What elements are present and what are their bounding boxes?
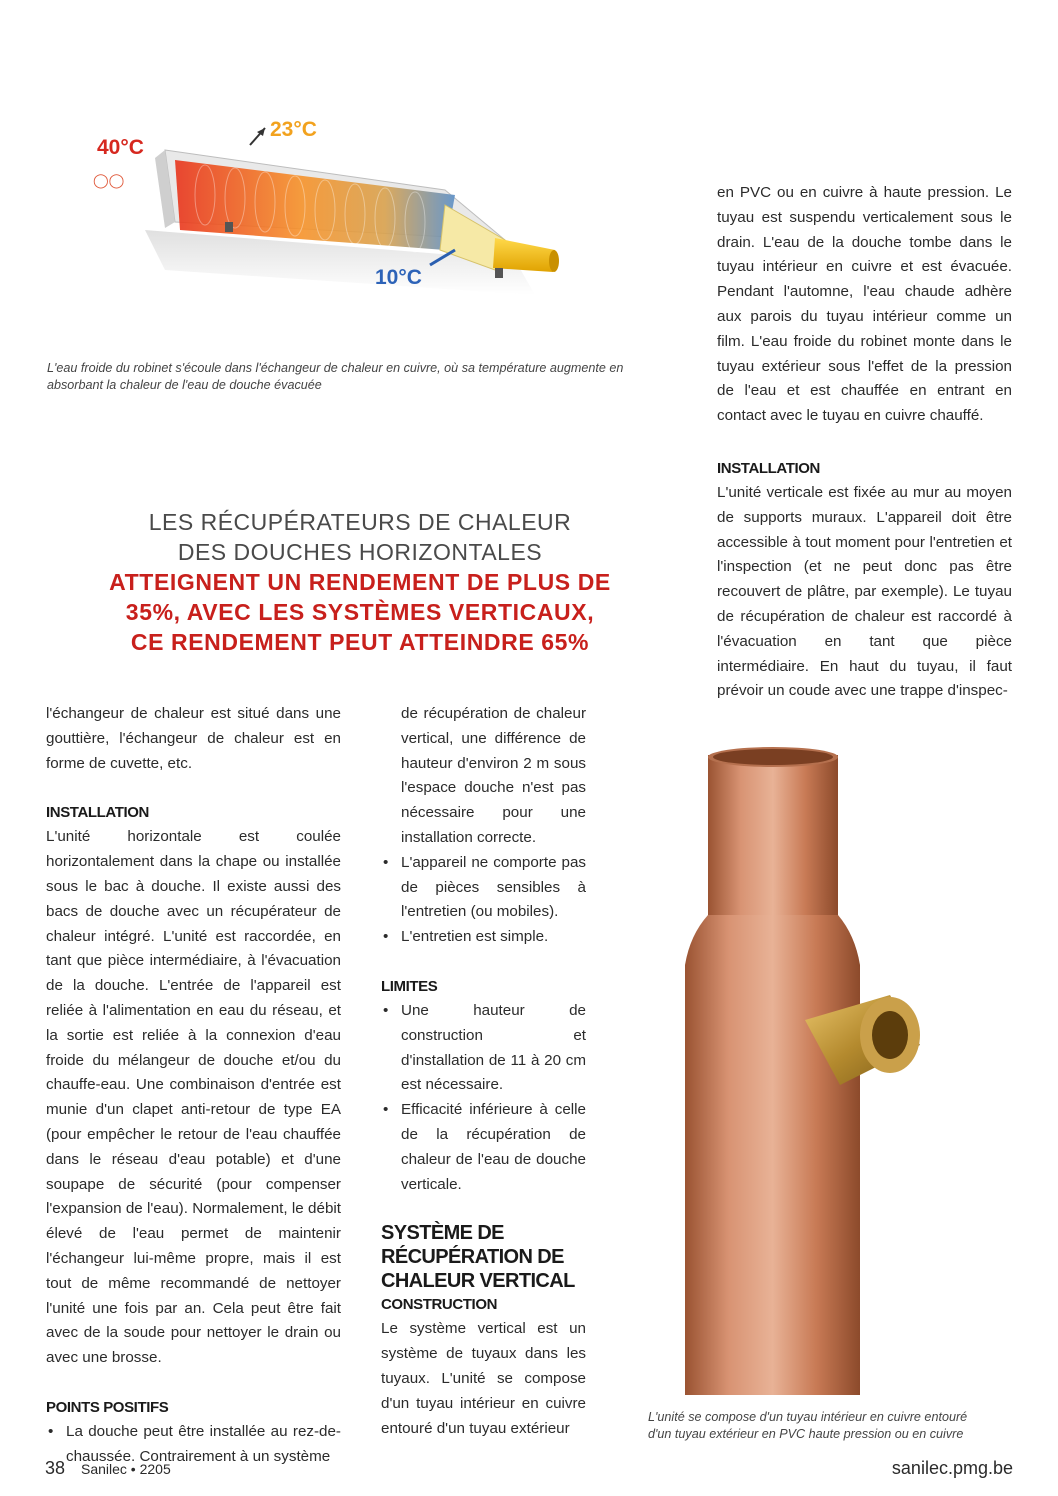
- heat-exchanger-drawing: [85, 110, 605, 340]
- col3-installation-text: L'unité verticale est fixée au mur au moyen de supports muraux. L'appareil doit être accessible à tout moment pour l'entretien et l'inspection (et ne peut donc pas être recouvert de plâtre, par exemple). Le tuyau de récupération de chaleur est raccordé à l'évacuation en tant que pièce intermédiaire. En haut du tuyau, il faut prévoir un coude avec une trappe d'inspec-: [717, 483, 1012, 700]
- figure-right-caption: [648, 1409, 988, 1443]
- list-item: • Une hauteur de construction et d'installation de 11 à 20 cm est nécessaire.: [381, 999, 586, 1098]
- system-heading-line-1: SYSTÈME DE: [381, 1222, 504, 1245]
- col2-points-list: [381, 851, 586, 950]
- headline-line-3: ATTEIGNENT UN RENDEMENT DE PLUS DE: [109, 569, 611, 595]
- col1-intro: l'échangeur de chaleur est situé dans une gouttière, l'échangeur de chaleur est en forme de cuvette, etc.: [46, 705, 341, 772]
- temp-hot-label: 40°C: [97, 136, 144, 159]
- list-item: • L'entretien est simple.: [381, 925, 586, 950]
- temp-warm-label: 23°C: [270, 118, 317, 141]
- col1-installation-text: L'unité horizontale est coulée horizontalement dans la chape ou installée sous le bac à douche. Il existe aussi des bacs de douche avec un récupérateur de chaleur intégré. L'unité est raccordée, en tant que pièce intermédiaire, à l'évacuation de la douche. L'entrée de l'appareil est reliée à l'alimentation en eau du réseau, et la sortie est reliée à la connexion d'eau froide du mélangeur de douche et/ou du chauffe-eau. Une combinaison d'entrée est munie d'un clapet anti-retour de type EA (pour empêcher le retour de l'eau chauffée dans le réseau d'eau potable) et d'une soupape de sécurité (pour compenser l'expansion de l'eau). Normalement, le débit élevé de l'eau permet de maintenir l'échangeur lui-même propre, mais il est tout de même recommandé de nettoyer l'unité une fois par an. Cela peut être fait avec de la soude pour nettoyer le drain ou avec une brosse.: [46, 828, 341, 1367]
- col1-installation-heading: INSTALLATION: [46, 804, 149, 822]
- droplet-icon: ◯◯: [93, 172, 125, 188]
- col2-continuation: de récupération de chaleur vertical, une différence de hauteur d'environ 2 m sous l'espace douche n'est pas nécessaire pour une installation correcte.: [401, 705, 586, 846]
- column-1: [46, 702, 341, 1470]
- headline-line-5: CE RENDEMENT PEUT ATTEINDRE 65%: [130, 629, 590, 655]
- footer-magazine: Sanilec • 2205: [81, 1461, 171, 1477]
- copper-pipe-photo: [680, 745, 950, 1395]
- col2-limites-list: [381, 999, 586, 1197]
- col2-construction-heading: CONSTRUCTION: [381, 1296, 498, 1314]
- headline-line-4: 35%, AVEC LES SYSTÈMES VERTICAUX,: [125, 599, 595, 625]
- system-heading-line-3: CHALEUR VERTICAL: [381, 1270, 575, 1293]
- list-item: • La douche peut être installée au rez-de-chaussée. Contrairement à un système: [46, 1420, 341, 1470]
- list-item: • L'appareil ne comporte pas de pièces sensibles à l'entretien (ou mobiles).: [381, 851, 586, 925]
- list-item: • Efficacité inférieure à celle de la récupération de chaleur de l'eau de douche verticale.: [381, 1098, 586, 1197]
- col1-points-heading: POINTS POSITIFS: [46, 1398, 169, 1416]
- system-heading-line-2: RÉCUPÉRATION DE: [381, 1246, 564, 1269]
- column-2: [381, 702, 586, 1441]
- col2-limites-heading: LIMITES: [381, 977, 438, 995]
- figure-top-caption: L'eau froide du robinet s'écoule dans l'échangeur de chaleur en cuivre, où sa température augmente en absorbant la chaleur de l'eau de douche évacuée: [47, 361, 624, 392]
- footer-page-number: 38: [45, 1458, 66, 1478]
- col3-installation-heading: INSTALLATION: [717, 459, 820, 477]
- column-3: [717, 181, 1012, 704]
- heat-exchanger-illustration: [85, 110, 605, 340]
- headline-line-1: LES RÉCUPÉRATEURS DE CHALEUR: [148, 509, 572, 535]
- figure-right-caption-line-2: d'un tuyau extérieur en PVC haute pression ou en cuivre: [648, 1427, 964, 1441]
- temp-cold-label: 10°C: [375, 266, 422, 289]
- col2-system-heading: [381, 1221, 586, 1293]
- footer-website-link[interactable]: sanilec.pmg.be: [891, 1458, 1013, 1478]
- col3-continuation: en PVC ou en cuivre à haute pression. Le tuyau est suspendu verticalement sous le drain. L'eau de la douche tombe dans le tuyau intérieur en cuivre et est évacuée. Pendant l'automne, l'eau chaude adhère aux parois du tuyau intérieur comme un film. L'eau froide du robinet monte dans le tuyau extérieur sous l'effet de la pression de l'eau et est chauffée en entrant en contact avec le tuyau en cuivre chauffé.: [717, 184, 1012, 425]
- figure-right-caption-line-1: L'unité se compose d'un tuyau intérieur en cuivre entouré: [648, 1410, 968, 1424]
- copper-pipe-drawing: [680, 745, 950, 1395]
- col2-construction-text: Le système vertical est un système de tuyaux dans les tuyaux. L'unité se compose d'un tuyau intérieur en cuivre entouré d'un tuyau extérieur: [381, 1320, 586, 1437]
- headline: [40, 507, 680, 657]
- headline-line-2: DES DOUCHES HORIZONTALES: [177, 539, 543, 565]
